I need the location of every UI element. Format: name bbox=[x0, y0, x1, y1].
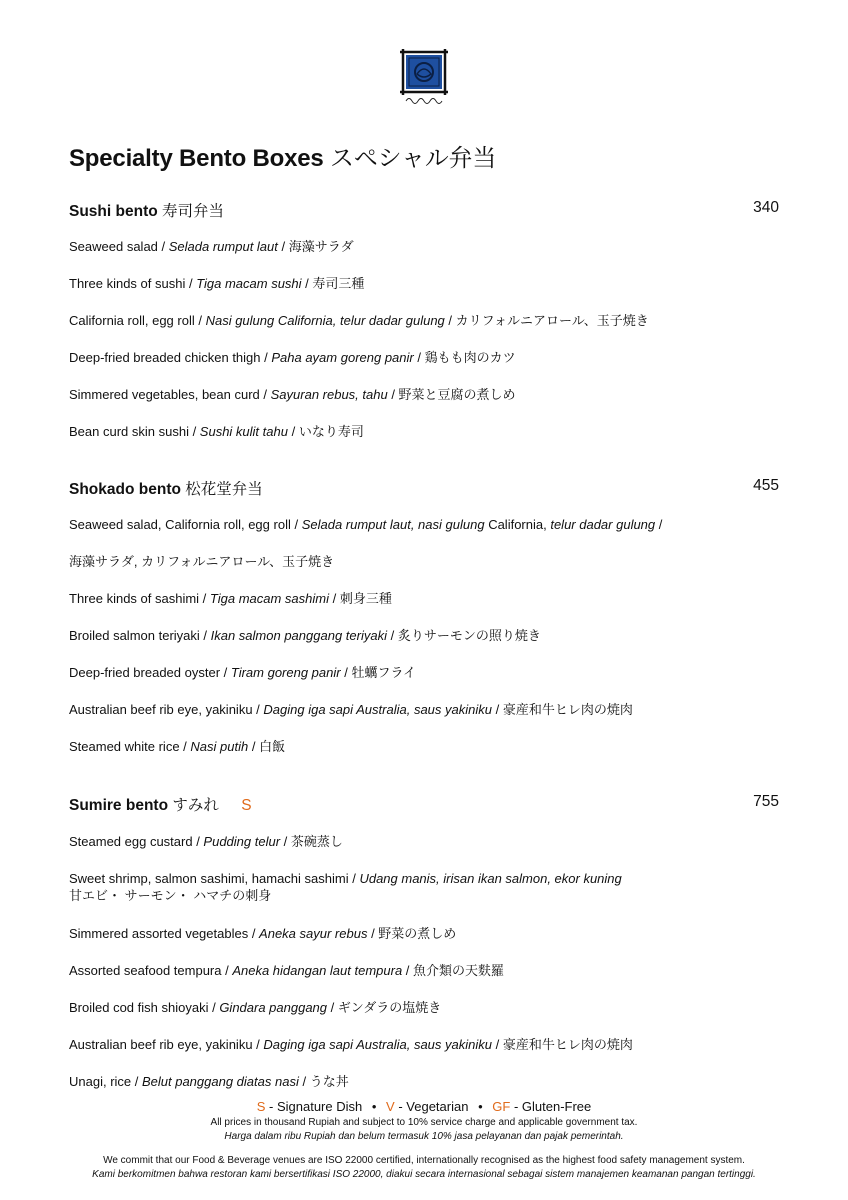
item-en: Broiled cod fish shioyaki bbox=[69, 1000, 209, 1015]
item-jp: 茶碗蒸し bbox=[290, 834, 343, 849]
item-id: Udang manis, irisan ikan salmon, ekor kuning bbox=[359, 871, 622, 886]
item-en: Deep-fried breaded chicken thigh bbox=[69, 350, 261, 365]
menu-item: Three kinds of sushi / Tiga macam sushi / 寿司三種 bbox=[69, 276, 365, 291]
item-en: Seaweed salad, California roll, egg roll bbox=[69, 517, 291, 532]
item-id: Pudding telur bbox=[203, 834, 281, 849]
menu-item: Seaweed salad / Selada rumput laut / 海藻サラダ bbox=[69, 239, 354, 254]
section-price: 340 bbox=[753, 199, 779, 216]
item-id: Aneka hidangan laut tempura bbox=[232, 963, 403, 978]
menu-item: Sweet shrimp, salmon sashimi, hamachi sashimi / Udang manis, irisan ikan salmon, ekor kuning bbox=[69, 871, 622, 886]
menu-item-continuation bbox=[69, 887, 271, 904]
item-en: Broiled salmon teriyaki bbox=[69, 628, 200, 643]
section-name-jp: 寿司弁当 bbox=[162, 203, 225, 220]
page-title-jp: スペシャル弁当 bbox=[330, 145, 497, 172]
legend-separator: • bbox=[478, 1099, 483, 1114]
signature-badge: S bbox=[241, 797, 252, 814]
menu-item: Broiled salmon teriyaki / Ikan salmon panggang teriyaki / 炙りサーモンの照り焼き bbox=[69, 628, 541, 643]
menu-item-continuation bbox=[69, 553, 334, 570]
item-en: Sweet shrimp, salmon sashimi, hamachi sashimi bbox=[69, 871, 349, 886]
section-name-jp: すみれ bbox=[172, 797, 219, 814]
menu-item: Broiled cod fish shioyaki / Gindara panggang / ギンダラの塩焼き bbox=[69, 1000, 442, 1015]
section-name-en: Sumire bento bbox=[69, 797, 169, 814]
item-en: Three kinds of sushi bbox=[69, 276, 186, 291]
item-jp: 鶏もも肉のカツ bbox=[424, 350, 516, 365]
item-en: Steamed egg custard bbox=[69, 834, 193, 849]
item-en: Unagi, rice bbox=[69, 1074, 132, 1089]
item-jp: 炙りサーモンの照り焼き bbox=[397, 628, 541, 643]
legend-key-vegetarian: V bbox=[386, 1099, 395, 1114]
menu-item: Deep-fried breaded oyster / Tiram goreng panir / 牡蠣フライ bbox=[69, 665, 417, 680]
item-en: Australian beef rib eye, yakiniku bbox=[69, 702, 253, 717]
item-jp: うな丼 bbox=[309, 1074, 349, 1089]
menu-item: Unagi, rice / Belut panggang diatas nasi / うな丼 bbox=[69, 1074, 349, 1089]
item-id: Selada rumput laut, nasi gulung bbox=[301, 517, 485, 532]
item-jp: 牡蠣フライ bbox=[351, 665, 417, 680]
item-en: Assorted seafood tempura bbox=[69, 963, 222, 978]
item-en: Bean curd skin sushi bbox=[69, 424, 189, 439]
item-en: Simmered assorted vegetables bbox=[69, 926, 249, 941]
menu-item: Australian beef rib eye, yakiniku / Daging iga sapi Australia, saus yakiniku / 豪産和牛ヒレ肉の焼肉 bbox=[69, 702, 633, 717]
sumire-logo-mark bbox=[398, 48, 450, 108]
section-heading-shokado-bento bbox=[69, 477, 263, 499]
menu-item: Bean curd skin sushi / Sushi kulit tahu / いなり寿司 bbox=[69, 424, 364, 439]
item-id: telur dadar gulung bbox=[550, 517, 656, 532]
item-id: Daging iga sapi Australia, saus yakiniku bbox=[263, 702, 492, 717]
menu-item: Three kinds of sashimi / Tiga macam sashimi / 刺身三種 bbox=[69, 591, 392, 606]
item-jp: 魚介類の天麩羅 bbox=[413, 963, 505, 978]
item-id: Sayuran rebus, tahu bbox=[270, 387, 388, 402]
menu-item: Simmered assorted vegetables / Aneka sayur rebus / 野菜の煮しめ bbox=[69, 926, 457, 941]
item-id: Tiram goreng panir bbox=[230, 665, 341, 680]
item-en: Australian beef rib eye, yakiniku bbox=[69, 1037, 253, 1052]
legend-label-vegetarian: - Vegetarian bbox=[398, 1099, 469, 1114]
item-jp: カリフォルニアロール、玉子焼き bbox=[455, 313, 649, 328]
item-id: Nasi gulung California, telur dadar gulung bbox=[205, 313, 445, 328]
item-en: Deep-fried breaded oyster bbox=[69, 665, 221, 680]
section-name-jp: 松花堂弁当 bbox=[185, 481, 263, 498]
menu-item: Steamed white rice / Nasi putih / 白飯 bbox=[69, 739, 286, 754]
item-id: Selada rumput laut bbox=[168, 239, 278, 254]
menu-item: Seaweed salad, California roll, egg roll / Selada rumput laut, nasi gulung California, telur dadar gulung / bbox=[69, 517, 663, 532]
item-jp: いなり寿司 bbox=[298, 424, 364, 439]
item-jp: ギンダラの塩焼き bbox=[337, 1000, 442, 1015]
section-heading-sumire-bento bbox=[69, 793, 252, 815]
item-jp: 豪産和牛ヒレ肉の焼肉 bbox=[502, 702, 633, 717]
item-jp: 豪産和牛ヒレ肉の焼肉 bbox=[502, 1037, 633, 1052]
sumire-logo bbox=[398, 48, 450, 108]
item-en: Three kinds of sashimi bbox=[69, 591, 200, 606]
legend-key-signature: S bbox=[256, 1099, 266, 1114]
item-jp: 甘エビ・ サーモン・ ハマチの刺身 bbox=[69, 888, 272, 903]
item-id: Tiga macam sashimi bbox=[209, 591, 329, 606]
item-en: Seaweed salad bbox=[69, 239, 158, 254]
item-id: Belut panggang diatas nasi bbox=[141, 1074, 299, 1089]
item-jp: 白飯 bbox=[259, 739, 286, 754]
legend-label-gluten-free: - Gluten-Free bbox=[513, 1099, 592, 1114]
legend-separator: • bbox=[371, 1099, 377, 1114]
item-jp: 野菜と豆腐の煮しめ bbox=[398, 387, 516, 402]
menu-item: Assorted seafood tempura / Aneka hidangan laut tempura / 魚介類の天麩羅 bbox=[69, 963, 505, 978]
item-id: Ikan salmon panggang teriyaki bbox=[210, 628, 387, 643]
iso-note-en: We commit that our Food & Beverage venues are ISO 22000 certified, internationally recognised as the highest food safety management system. bbox=[103, 1155, 745, 1166]
dietary-legend bbox=[0, 1099, 848, 1114]
item-id: Gindara panggang bbox=[219, 1000, 328, 1015]
menu-item: Deep-fried breaded chicken thigh / Paha ayam goreng panir / 鶏もも肉のカツ bbox=[69, 350, 516, 365]
legend-key-gluten-free: GF bbox=[492, 1099, 511, 1114]
menu-item: Simmered vegetables, bean curd / Sayuran rebus, tahu / 野菜と豆腐の煮しめ bbox=[69, 387, 516, 402]
item-id: Sushi kulit tahu bbox=[199, 424, 288, 439]
legend-label-signature: - Signature Dish bbox=[269, 1099, 363, 1114]
section-price: 755 bbox=[753, 793, 779, 810]
item-id: Daging iga sapi Australia, saus yakiniku bbox=[263, 1037, 492, 1052]
section-heading-sushi-bento bbox=[69, 199, 224, 221]
item-en: California roll, egg roll bbox=[69, 313, 195, 328]
menu-item: Australian beef rib eye, yakiniku / Daging iga sapi Australia, saus yakiniku / 豪産和牛ヒレ肉の焼肉 bbox=[69, 1037, 633, 1052]
price-note-id: Harga dalam ribu Rupiah dan belum termasuk 10% jasa pelayanan dan pajak pemerintah. bbox=[224, 1131, 624, 1142]
item-jp: 海藻サラダ, カリフォルニアロール、玉子焼き bbox=[69, 554, 335, 569]
section-name-en: Shokado bento bbox=[69, 481, 181, 498]
item-jp: 刺身三種 bbox=[339, 591, 392, 606]
price-note-en: All prices in thousand Rupiah and subject to 10% service charge and applicable government tax. bbox=[210, 1117, 638, 1128]
item-en: Steamed white rice bbox=[69, 739, 180, 754]
item-id: Aneka sayur rebus bbox=[259, 926, 368, 941]
item-id: Nasi putih bbox=[190, 739, 249, 754]
page-title-en: Specialty Bento Boxes bbox=[69, 145, 324, 172]
item-en: Simmered vegetables, bean curd bbox=[69, 387, 260, 402]
section-price: 455 bbox=[753, 477, 779, 494]
item-id: Tiga macam sushi bbox=[196, 276, 302, 291]
iso-note-id: Kami berkomitmen bahwa restoran kami bersertifikasi ISO 22000, diakui secara internasional sebagai sistem manajemen keamanan pangan tertinggi. bbox=[92, 1169, 756, 1180]
item-id-plain: California, bbox=[488, 517, 547, 532]
item-jp: 寿司三種 bbox=[312, 276, 365, 291]
menu-item: Steamed egg custard / Pudding telur / 茶碗蒸し bbox=[69, 834, 343, 849]
item-jp: 野菜の煮しめ bbox=[378, 926, 457, 941]
section-name-en: Sushi bento bbox=[69, 203, 158, 220]
item-id: Paha ayam goreng panir bbox=[271, 350, 414, 365]
page-title bbox=[69, 138, 496, 173]
item-jp: 海藻サラダ bbox=[288, 239, 354, 254]
menu-item: California roll, egg roll / Nasi gulung California, telur dadar gulung / カリフォルニアロール、玉子焼き bbox=[69, 313, 649, 328]
